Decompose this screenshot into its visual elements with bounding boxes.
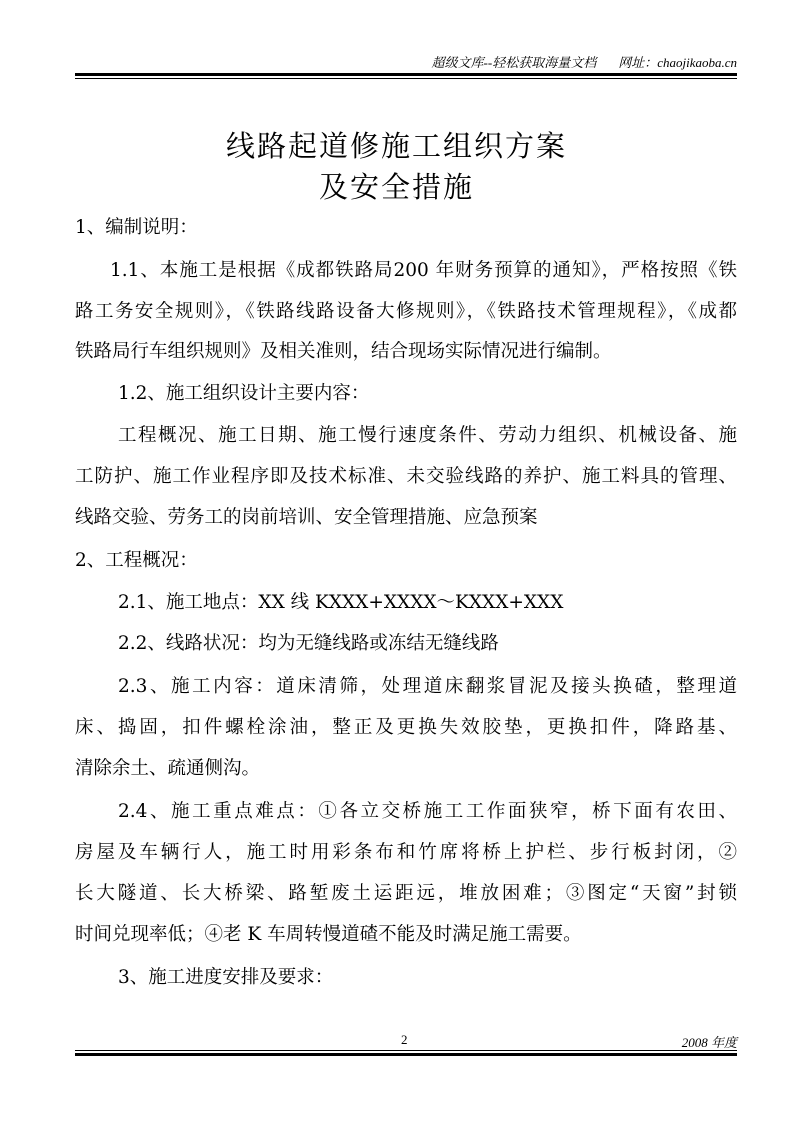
paragraph-line: 2.3、施工内容：道床清筛，处理道床翻浆冒泥及接头换碴，整理道 — [118, 676, 737, 697]
section-heading-2: 2、工程概况： — [75, 550, 198, 571]
document-title-line-1: 线路起道修施工组织方案 — [225, 129, 567, 163]
header-url: 网址：chaojikaoba.cn — [618, 55, 737, 70]
header-rule-thick — [75, 73, 737, 76]
paragraph-line: 工防护、施工作业程序即及技术标准、未交验线路的养护、施工料具的管理、 — [75, 466, 737, 487]
subsection-2-1: 2.1、施工地点：XX 线 KXXX+XXXX～KXXX+XXX — [118, 592, 564, 613]
paragraph-line: 路工务安全规则》，《铁路线路设备大修规则》，《铁路技术管理规程》，《成都 — [75, 301, 737, 322]
header-site-name: 超级文库--轻松获取海量文档 — [431, 55, 597, 70]
paragraph-line: 线路交验、劳务工的岗前培训、安全管理措施、应急预案 — [75, 507, 538, 528]
subsection-heading-1-2: 1.2、施工组织设计主要内容： — [118, 383, 370, 404]
paragraph-line: 铁路局行车组织规则》及相关准则，结合现场实际情况进行编制。 — [75, 341, 612, 362]
paragraph-line: 2.4、施工重点难点：①各立交桥施工工作面狭窄，桥下面有农田、 — [118, 801, 737, 822]
page-number: 2 — [401, 1032, 408, 1047]
paragraph-line: 长大隧道、长大桥梁、路堑废土运距远，堆放困难；③图定“天窗”封锁 — [75, 883, 737, 904]
paragraph-line: 时间兑现率低；④老 K 车周转慢道碴不能及时满足施工需要。 — [75, 924, 582, 945]
footer-year: 2008 年度 — [681, 1035, 737, 1050]
section-heading-3: 3、施工进度安排及要求： — [118, 967, 334, 988]
paragraph-line: 清除余土、疏通侧沟。 — [75, 758, 261, 779]
subsection-2-2: 2.2、线路状况：均为无缝线路或冻结无缝线路 — [118, 633, 499, 654]
paragraph-line: 1.1、本施工是根据《成都铁路局200 年财务预算的通知》，严格按照《铁 — [110, 260, 737, 281]
header-rule-thin — [75, 78, 737, 79]
paragraph-line: 床、捣固，扣件螺栓涂油，整正及更换失效胶垫，更换扣件，降路基、 — [75, 717, 737, 738]
paragraph-line: 工程概况、施工日期、施工慢行速度条件、劳动力组织、机械设备、施 — [118, 425, 737, 446]
footer-rule-thin — [75, 1050, 737, 1051]
paragraph-line: 房屋及车辆行人，施工时用彩条布和竹席将桥上护栏、步行板封闭，② — [75, 842, 737, 863]
section-heading-1: 1、编制说明： — [75, 217, 198, 238]
document-title-line-2: 及安全措施 — [318, 170, 474, 204]
page-header — [432, 52, 737, 71]
footer-rule-thick — [75, 1053, 737, 1056]
